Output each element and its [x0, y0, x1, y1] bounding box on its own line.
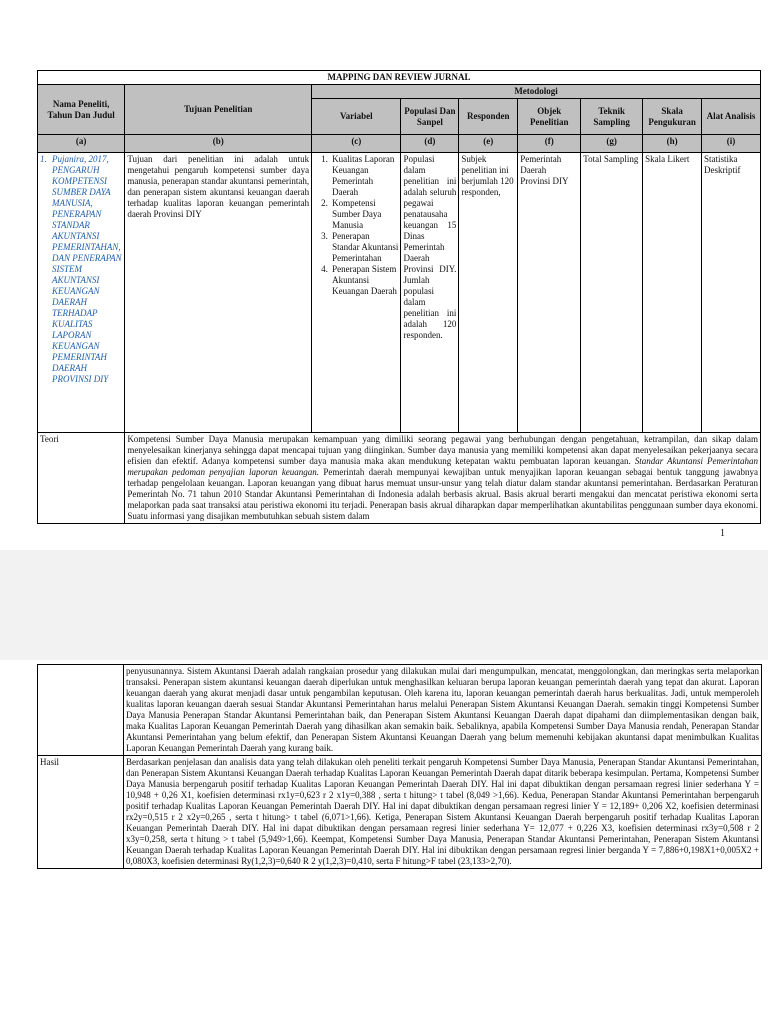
variable-item: 4. Penerapan Sistem Akuntansi Keuangan Daerah	[330, 264, 398, 297]
teori-text-italic: Standar Akuntansi Pemerintahan merupakan pedoman penyajian laporan keuangan.	[127, 456, 759, 477]
mapping-table-continued	[37, 664, 762, 869]
cell-object: Pemerintah Daerah Provinsi DIY	[518, 153, 581, 433]
column-letter: (b)	[125, 135, 312, 153]
variable-item: 2. Kompetensi Sumber Daya Manusia	[330, 198, 398, 231]
variable-item: 1. Kualitas Laporan Keuangan Pemerintah Daerah	[330, 154, 398, 198]
page-gap	[0, 550, 768, 660]
column-letter: (h)	[643, 135, 702, 153]
header-methodology: Metodologi	[312, 85, 761, 99]
cell-scale: Skala Likert	[643, 153, 702, 433]
cell-respondents: Subjek penelitian ini berjumlah 120 responden,	[459, 153, 518, 433]
mapping-table	[37, 70, 761, 524]
column-letter: (i)	[702, 135, 761, 153]
header-population: Populasi Dan Sanpel	[401, 99, 459, 135]
cell-author-title	[38, 153, 125, 433]
variable-item: 3. Penerapan Standar Akuntansi Pemerintahan	[330, 231, 398, 264]
table-title: MAPPING DAN REVIEW JURNAL	[38, 71, 761, 85]
document-page-2	[0, 660, 768, 1024]
teori-text-part-2: Pemerintah daerah mempunyai kewajiban untuk menyajikan laporan keuangan sebagai bentuk tanggung jawabnya terhadap pengelolaan keuangan. Laporan keuangan yang dibuat harus memuat unsur-unsur yang telah diatur dalam standar akuntansi pemerintahan. Berdasarkan Peraturan Pemerintah No. 71 tahun 2010 Standar Akuntansi Pemerintahan di Indonesia adalah berbasis akrual. Basis akrual berarti mengakui dan mencatat peristiwa ekonomi serta melaporkan pada saat transaksi atau peristiwa ekonomi itu terjadi. Penerapan basis akrual diharapkan dapar memperlihatkan akuntabilitas penggunaan sumber daya ekonomi. Suatu informasi yang disajikan membutuhkan sebuah sistem dalam	[127, 467, 759, 521]
hasil-label: Hasil	[38, 756, 124, 869]
cell-variables	[312, 153, 401, 433]
column-letter: (e)	[459, 135, 518, 153]
cell-sampling: Total Sampling	[581, 153, 643, 433]
row-number: 1.	[40, 154, 47, 164]
header-analysis: Alat Analisis	[702, 99, 761, 135]
teori-label-continued	[38, 665, 124, 756]
column-letter: (a)	[38, 135, 125, 153]
column-letter: (d)	[401, 135, 459, 153]
header-respondents: Responden	[459, 99, 518, 135]
header-object: Objek Penelitian	[518, 99, 581, 135]
header-scale: Skala Pengukuran	[643, 99, 702, 135]
teori-text	[125, 433, 761, 524]
teori-text-continued: penyusunannya. Sistem Akuntansi Daerah adalah rangkaian prosedur yang dilakukan mulai dari mengumpulkan, mencatat, menggolongkan, dan meringkas serta melaporkan transaksi. Penerapan sistem akuntansi keuangan daerah diperlukan untuk menghasilkan keluaran berupa laporan keuangan pemerintah daerah yang tepat dan akurat. Laporan keuangan daerah yang akurat menjadi dasar untuk pengambilan keputusan. Oleh karena itu, laporan keuangan pemerintah daerah harus berkualitas. Jadi, untuk memperoleh kualitas laporan keuangan daerah sesuai Standar Akuntansi Pemerintahan harus melalui Penerapan Sistem Akuntansi Keuangan Daerah. semakin tinggi Kompetensi Sumber Daya Manusia Penerapan Standar Akuntansi Pemerintahan baik, dan Penerapan Sistem Akuntansi Keuangan Daerah dapat dipahami dan diimplementasikan dengan baik, maka Kualitas Laporan Keuangan Pemerintah Daerah yang dihasilkan akan semakin baik. Sebaliknya, apabila Kompetensi Sumber Daya Manusia rendah, Penerapan Standar Akuntansi Pemerintahan yang belum efektif, dan Penerapan Sistem Akuntansi Keuangan Daerah yang belum memenuhi kebijakan akuntansi dapat menimbulkan Kualitas Laporan Keuangan Pemerintah Daerah yang kurang baik.	[124, 665, 762, 756]
header-purpose: Tujuan Penelitian	[125, 85, 312, 135]
hasil-text: Berdasarkan penjelasan dan analisis data yang telah dilakukan oleh peneliti terkait pengaruh Kompetensi Sumber Daya Manusia, Penerapan Standar Akuntansi Pemerintahan, dan Penerapan Sistem Akuntansi Keuangan Daerah terhadap Kualitas Laporan Keuangan Pemerintah Daerah dapat ditarik beberapa kesimpulan. Pertama, Kompetensi Sumber Daya Manusia berpengaruh positif terhadap Kualitas Laporan Keuangan Pemerintah Daerah DIY. Hal ini dapat dibuktikan dengan persamaan regresi linier sederhana Y = 10,948 + 0,26 X1, koefisien determinasi rx1y=0,623 r 2 x1y=0,388 , serta t hitung> t tabel (8,049 >1,66). Kedua, Penerapan Standar Akuntansi Pemerintahan berpengaruh positif terhadap Kualitas Laporan Keuangan Pemerintah Daerah DIY. Hal ini dapat dibuktikan dengan persamaan regresi linier Y = 12,189+ 0,206 X2, koefisien determinasi rx2y=0,515 r 2 x2y=0,265 , serta t hitung> t tabel (6,071>1,66). Ketiga, Penerapan Sistem Akuntansi Keuangan Daerah berpengaruh positif terhadap Kualitas Laporan Keuangan Pemerintah Daerah DIY. Hal ini dapat dibuktikan dengan persamaan regresi linier sederhana Y= 12,077 + 0,226 X3, koefisien determinasi rx3y=0,508 r 2 x3y=0,258, serta t hitung > t tabel (5,949>1,66). Keempat, Kompetensi Sumber Daya Manusia, Penerapan Standar Akuntansi Pemerintahan, Penerapan Sistem Akuntansi Keuangan Daerah terhadap Kualitas Laporan Keuangan Pemerintah Daerah DIY. Hal ini dibuktikan dengan persamaan regresi linier berganda Y = 7,886+0,198X1+0,005X2 + 0,080X3, koefisien determinasi Ry(1,2,3)=0,640 R 2 y(1,2,3)=0,410, serta F hitung>F tabel (23,133>2,70).	[124, 756, 762, 869]
teori-label: Teori	[38, 433, 125, 524]
cell-population: Populasi dalam penelitian ini adalah seluruh pegawai penatausaha keuangan 15 Dinas Pemerintah Daerah Provinsi DIY. Jumlah populasi dalam penelitian ini adalah 120 responden.	[401, 153, 459, 433]
header-sampling: Teknik Sampling	[581, 99, 643, 135]
cell-analysis: Statistika Deskriptif	[702, 153, 761, 433]
column-letter: (c)	[312, 135, 401, 153]
header-name-year-title: Nama Peneliti, Tahun Dan Judul	[38, 85, 125, 135]
author-title-text: Pujanira, 2017, PENGARUH KOMPETENSI SUMBER DAYA MANUSIA, PENERAPAN STANDAR AKUNTANSI PEMERINTAHAN, DAN PENERAPAN SISTEM AKUNTANSI KEUANGAN DAERAH TERHADAP KUALITAS LAPORAN KEUANGAN PEMERINTAH DAERAH PROVINSI DIY	[52, 154, 122, 384]
header-variables: Variabel	[312, 99, 401, 135]
cell-purpose: Tujuan dari penelitian ini adalah untuk mengetahui pengaruh kompetensi sumber daya manusia, penerapan standar akuntansi pemerintah, dan penerapan sistem akuntansi keuangan daerah terhadap kualitas laporan keuangan pemerintah daerah Provinsi DIY	[125, 153, 312, 433]
page-number: 1	[720, 528, 725, 539]
teori-text-part-1: Kompetensi Sumber Daya Manusia merupakan kemampuan yang dimiliki seorang pegawai yang berhubungan dengan pengetahuan, ketrampilan, dan sikap dalam menyelesaikan kinerjanya sehingga dapat mencapai tujuan yang diinginkan. Sumber daya manusia yang memiliki kompetensi akan dapat menyelesaikan pekerjaanya secara efisien dan efektif. Adanya kompetensi sumber daya manusia maka akan mendukung ketepatan waktu pembuatan laporan keuangan.	[127, 434, 758, 466]
column-letter: (g)	[581, 135, 643, 153]
column-letter: (f)	[518, 135, 581, 153]
